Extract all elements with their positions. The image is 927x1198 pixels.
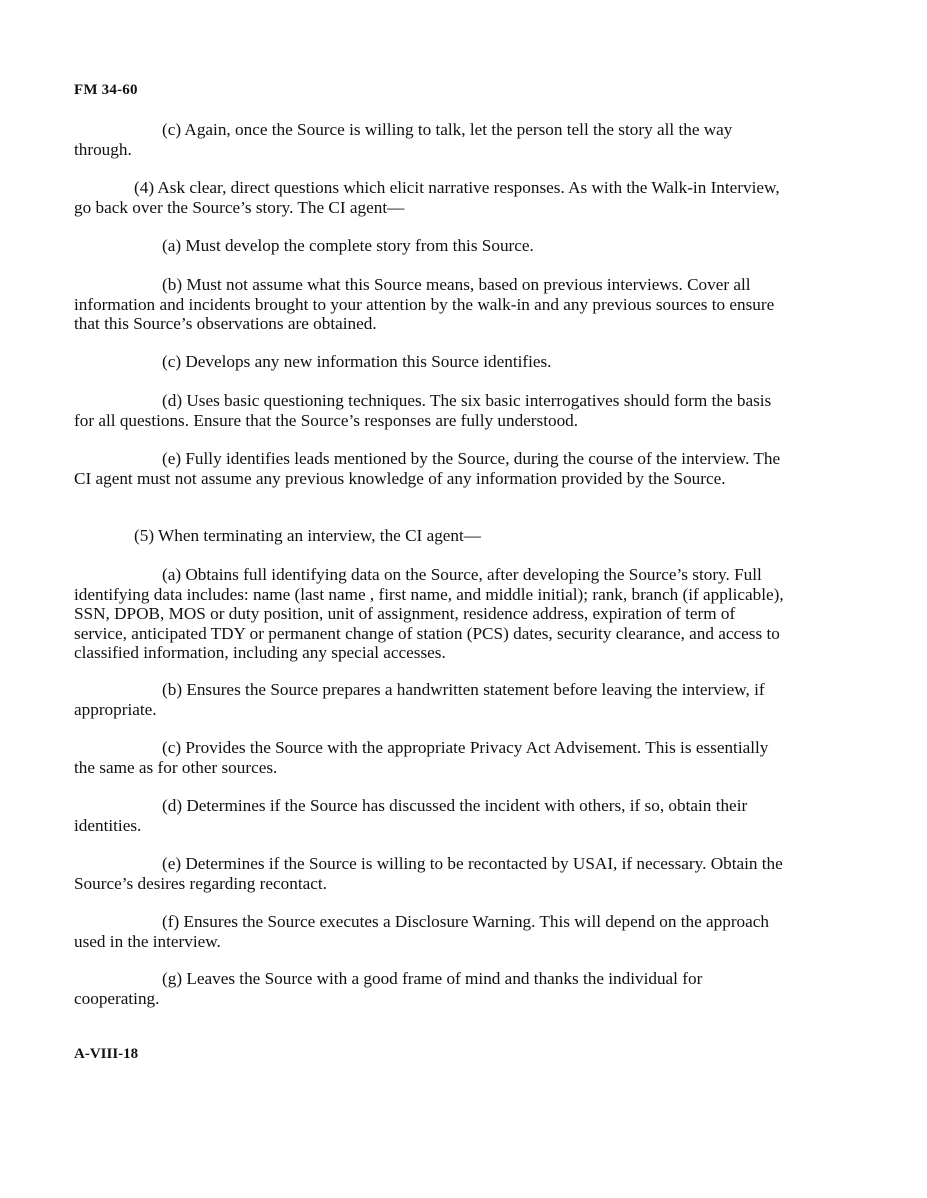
- paragraph-5d-discussed: (d) Determines if the Source has discussed the incident with others, if so, obtain their identities.: [74, 796, 748, 835]
- paragraph-4a-complete-story: (a) Must develop the complete story from this Source.: [162, 236, 534, 255]
- paragraph-3c-again: (c) Again, once the Source is willing to talk, let the person tell the story all the way through.: [74, 120, 733, 159]
- page-number-footer: A-VIII-18: [74, 1046, 139, 1062]
- paragraph-5e-recontacted: (e) Determines if the Source is willing to be recontacted by USAI, if necessary. Obtain the Source’s desires regarding recontact.: [74, 854, 783, 893]
- paragraph-5a-identifying-data: (a) Obtains full identifying data on the Source, after developing the Source’s story. Full identifying data includes: name (last name , first name, and middle initial); rank, branch (if applicable), SSN, DPOB, MOS or duty position, unit of assignment, residence address, expiration of term of service, anticipated TDY or permanent change of station (PCS) dates, security clearance, and access to classified information, including any special accesses.: [74, 565, 784, 662]
- paragraph-5c-privacy-act: (c) Provides the Source with the appropriate Privacy Act Advisement. This is essentially the same as for other sources.: [74, 738, 769, 777]
- paragraph-5-terminating: (5) When terminating an interview, the CI agent—: [134, 526, 481, 545]
- paragraph-5b-statement: (b) Ensures the Source prepares a handwritten statement before leaving the interview, if appropriate.: [74, 680, 765, 719]
- paragraph-4c-new-information: (c) Develops any new information this Source identifies.: [162, 352, 552, 371]
- paragraph-5f-disclosure: (f) Ensures the Source executes a Disclosure Warning. This will depend on the approach used in the interview.: [74, 912, 769, 951]
- paragraph-4e-leads: (e) Fully identifies leads mentioned by the Source, during the course of the interview. The CI agent must not assume any previous knowledge of any information provided by the Source.: [74, 449, 781, 488]
- paragraph-4-ask-questions: (4) Ask clear, direct questions which elicit narrative responses. As with the Walk-in Interview, go back over the Source’s story. The CI agent—: [74, 178, 780, 217]
- manual-id-header: FM 34-60: [74, 82, 138, 98]
- paragraph-4d-questioning: (d) Uses basic questioning techniques. The six basic interrogatives should form the basis for all questions. Ensure that the Source’s responses are fully understood.: [74, 391, 772, 430]
- paragraph-4b-not-assume: (b) Must not assume what this Source means, based on previous interviews. Cover all information and incidents brought to your attention by the walk-in and any previous sources to ensure that this Source’s observations are obtained.: [74, 275, 775, 333]
- paragraph-5g-frame-of-mind: (g) Leaves the Source with a good frame of mind and thanks the individual for cooperating.: [74, 969, 703, 1008]
